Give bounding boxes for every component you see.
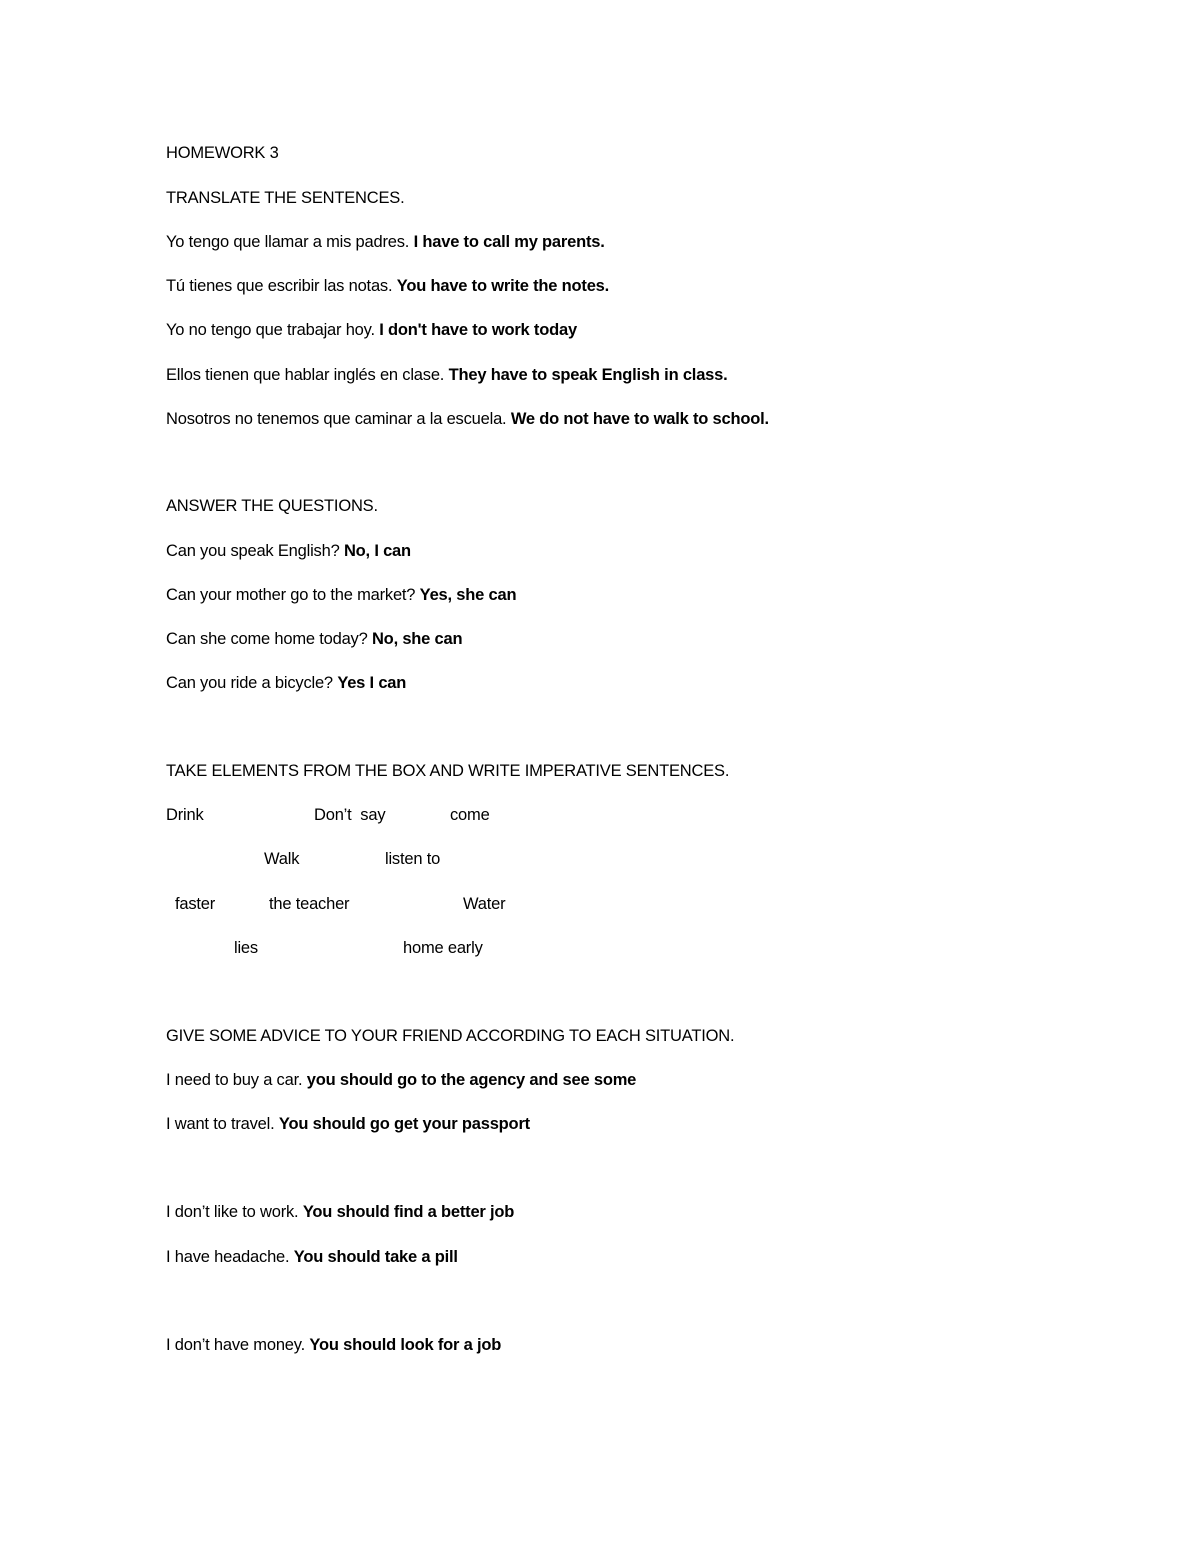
translate-item (166, 320, 577, 340)
document-title: HOMEWORK 3 (166, 144, 279, 162)
section-heading-answer: ANSWER THE QUESTIONS. (166, 497, 378, 515)
item-answer: We do not have to walk to school. (510, 410, 769, 428)
advice-item (166, 1247, 458, 1267)
item-prompt: I have headache. (166, 1248, 290, 1266)
item-answer: you should go to the agency and see some (306, 1071, 637, 1089)
item-answer: You have to write the notes. (396, 277, 610, 295)
item-answer: I have to call my parents. (413, 233, 605, 251)
question-item (166, 629, 462, 649)
section-heading-imperative: TAKE ELEMENTS FROM THE BOX AND WRITE IMPERATIVE SENTENCES. (166, 762, 730, 780)
translate-item (166, 276, 609, 296)
item-prompt: Ellos tienen que hablar inglés en clase. (166, 366, 445, 384)
question-item (166, 673, 406, 693)
item-prompt: I want to travel. (166, 1115, 275, 1133)
section-heading-advice: GIVE SOME ADVICE TO YOUR FRIEND ACCORDING TO EACH SITUATION. (166, 1027, 735, 1045)
item-prompt: I don’t like to work. (166, 1203, 299, 1221)
word-box-item: faster (175, 895, 216, 913)
item-answer: You should take a pill (293, 1248, 458, 1266)
advice-item (166, 1070, 636, 1090)
item-prompt: Tú tienes que escribir las notas. (166, 277, 393, 295)
item-answer: You should find a better job (302, 1203, 515, 1221)
word-box-item: Don’t say (314, 806, 386, 824)
word-box-item: lies (234, 939, 258, 957)
word-box-item: Walk (264, 850, 300, 868)
item-prompt: Can she come home today? (166, 630, 368, 648)
word-box-item: come (450, 806, 490, 824)
item-prompt: Can you ride a bicycle? (166, 674, 333, 692)
word-box-item: Drink (166, 806, 204, 824)
item-prompt: Yo no tengo que trabajar hoy. (166, 321, 375, 339)
word-box-item: Water (463, 895, 506, 913)
item-prompt: Can your mother go to the market? (166, 586, 416, 604)
item-answer: They have to speak English in class. (448, 366, 728, 384)
word-box-item: the teacher (269, 895, 350, 913)
item-answer: Yes, she can (419, 586, 517, 604)
item-prompt: Yo tengo que llamar a mis padres. (166, 233, 410, 251)
advice-item (166, 1335, 501, 1355)
item-answer: You should go get your passport (278, 1115, 530, 1133)
advice-item (166, 1202, 514, 1222)
item-prompt: Can you speak English? (166, 542, 340, 560)
item-answer: No, she can (371, 630, 463, 648)
question-item (166, 541, 411, 561)
advice-item (166, 1114, 530, 1134)
word-box-item: home early (403, 939, 483, 957)
translate-item (166, 409, 769, 429)
item-prompt: I don’t have money. (166, 1336, 305, 1354)
translate-item (166, 232, 605, 252)
question-item (166, 585, 516, 605)
item-answer: No, I can (343, 542, 411, 560)
word-box-item: listen to (385, 850, 441, 868)
section-heading-translate: TRANSLATE THE SENTENCES. (166, 189, 405, 207)
item-prompt: Nosotros no tenemos que caminar a la escuela. (166, 410, 507, 428)
translate-item (166, 365, 728, 385)
item-answer: Yes I can (337, 674, 407, 692)
item-answer: I don't have to work today (379, 321, 577, 339)
item-prompt: I need to buy a car. (166, 1071, 303, 1089)
item-answer: You should look for a job (309, 1336, 502, 1354)
